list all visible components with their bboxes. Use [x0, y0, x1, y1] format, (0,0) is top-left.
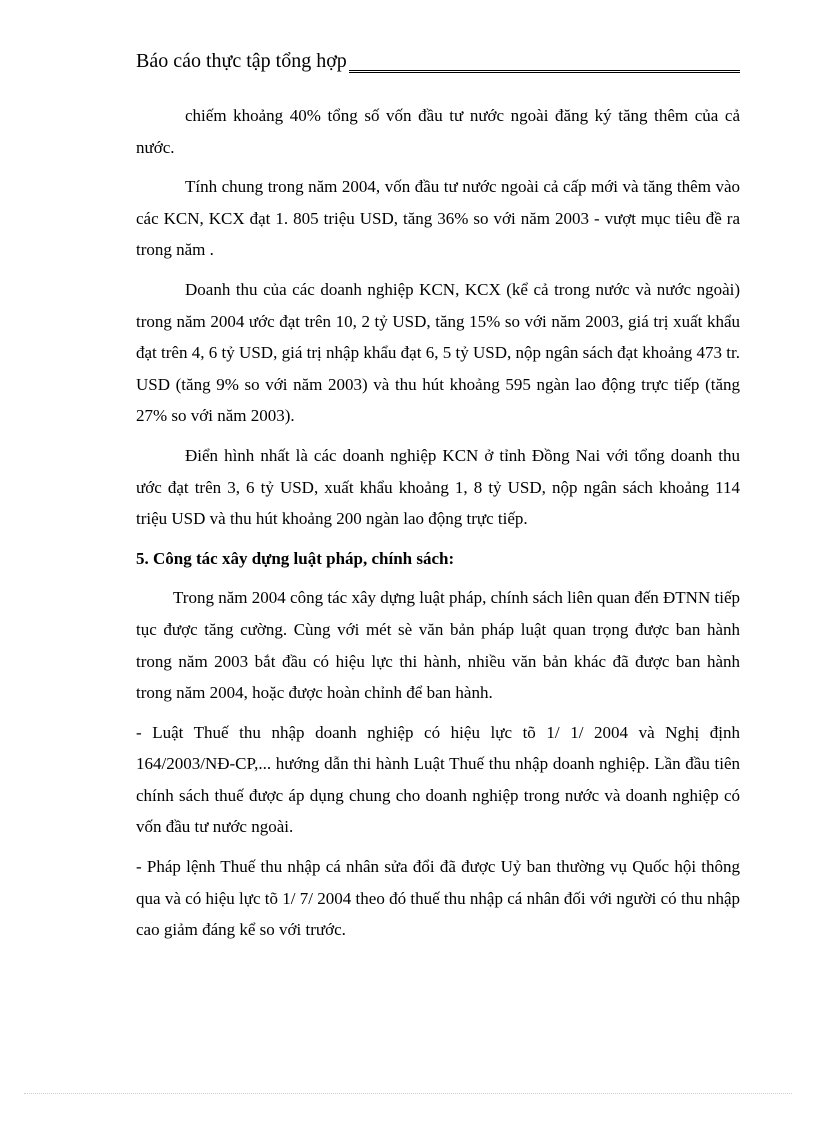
page-header — [136, 48, 740, 74]
paragraph-investment-total: Tính chung trong năm 2004, vốn đầu tư nước ngoài cả cấp mới và tăng thêm vào các KCN, KCX đạt 1. 805 triệu USD, tăng 36% so với năm 2003 - vượt mục tiêu đề ra trong năm . — [136, 177, 740, 260]
bullet-item: - Pháp lệnh Thuế thu nhập cá nhân sửa đổi đã được Uỷ ban thường vụ Quốc hội thông qua và có hiệu lực tõ 1/ 7/ 2004 theo đó thuế thu nhập cá nhân đối với người có thu nhập cao giảm đáng kể so với trước. — [136, 857, 740, 940]
header-title: Báo cáo thực tập tổng hợp — [136, 50, 347, 72]
bullet-item: - Luật Thuế thu nhập doanh nghiệp có hiệu lực tõ 1/ 1/ 2004 và Nghị định 164/2003/NĐ-CP,... hướng dẫn thi hành Luật Thuế thu nhập doanh nghiệp. Lần đầu tiên chính sách thuế được áp dụng chung cho doanh nghiệp trong nước và doanh nghiệp có vốn đầu tư nước ngoài. — [136, 722, 740, 837]
paragraph-continuation: chiếm khoảng 40% tổng số vốn đầu tư nước ngoài đăng ký tăng thêm của cả nước. — [136, 106, 740, 157]
document-body — [136, 100, 740, 954]
paragraph-dong-nai: Điển hình nhất là các doanh nghiệp KCN ở tỉnh Đồng Nai với tổng doanh thu ước đạt trên 3, 6 tỷ USD, xuất khẩu khoảng 1, 8 tỷ USD, nộp ngân sách khoảng 114 triệu USD và thu hút khoảng 200 ngàn lao động trực tiếp. — [136, 445, 740, 529]
paragraph-revenue: Doanh thu của các doanh nghiệp KCN, KCX (kể cả trong nước và nước ngoài) trong năm 2004 ước đạt trên 10, 2 tỷ USD, tăng 15% so với năm 2003, giá trị xuất khẩu đạt trên 4, 6 tỷ USD, giá trị nhập khẩu đạt 6, 5 tỷ USD, nộp ngân sách đạt khoảng 473 tr. USD (tăng 9% so với năm 2003) và thu hút khoảng 595 ngàn lao động trực tiếp (tăng 27% so với năm 2003). — [136, 279, 740, 426]
footer-divider — [24, 1093, 792, 1094]
section-heading: 5. Công tác xây dựng luật pháp, chính sách: — [136, 548, 455, 568]
section-intro: Trong năm 2004 công tác xây dựng luật pháp, chính sách liên quan đến ĐTNN tiếp tục được tăng cường. Cùng với mét sè văn bản pháp luật quan trọng được ban hành trong năm 2003 bắt đầu có hiệu lực thi hành, nhiều văn bản khác đã được ban hành trong năm 2004, hoặc được hoàn chỉnh để ban hành. — [136, 588, 740, 703]
